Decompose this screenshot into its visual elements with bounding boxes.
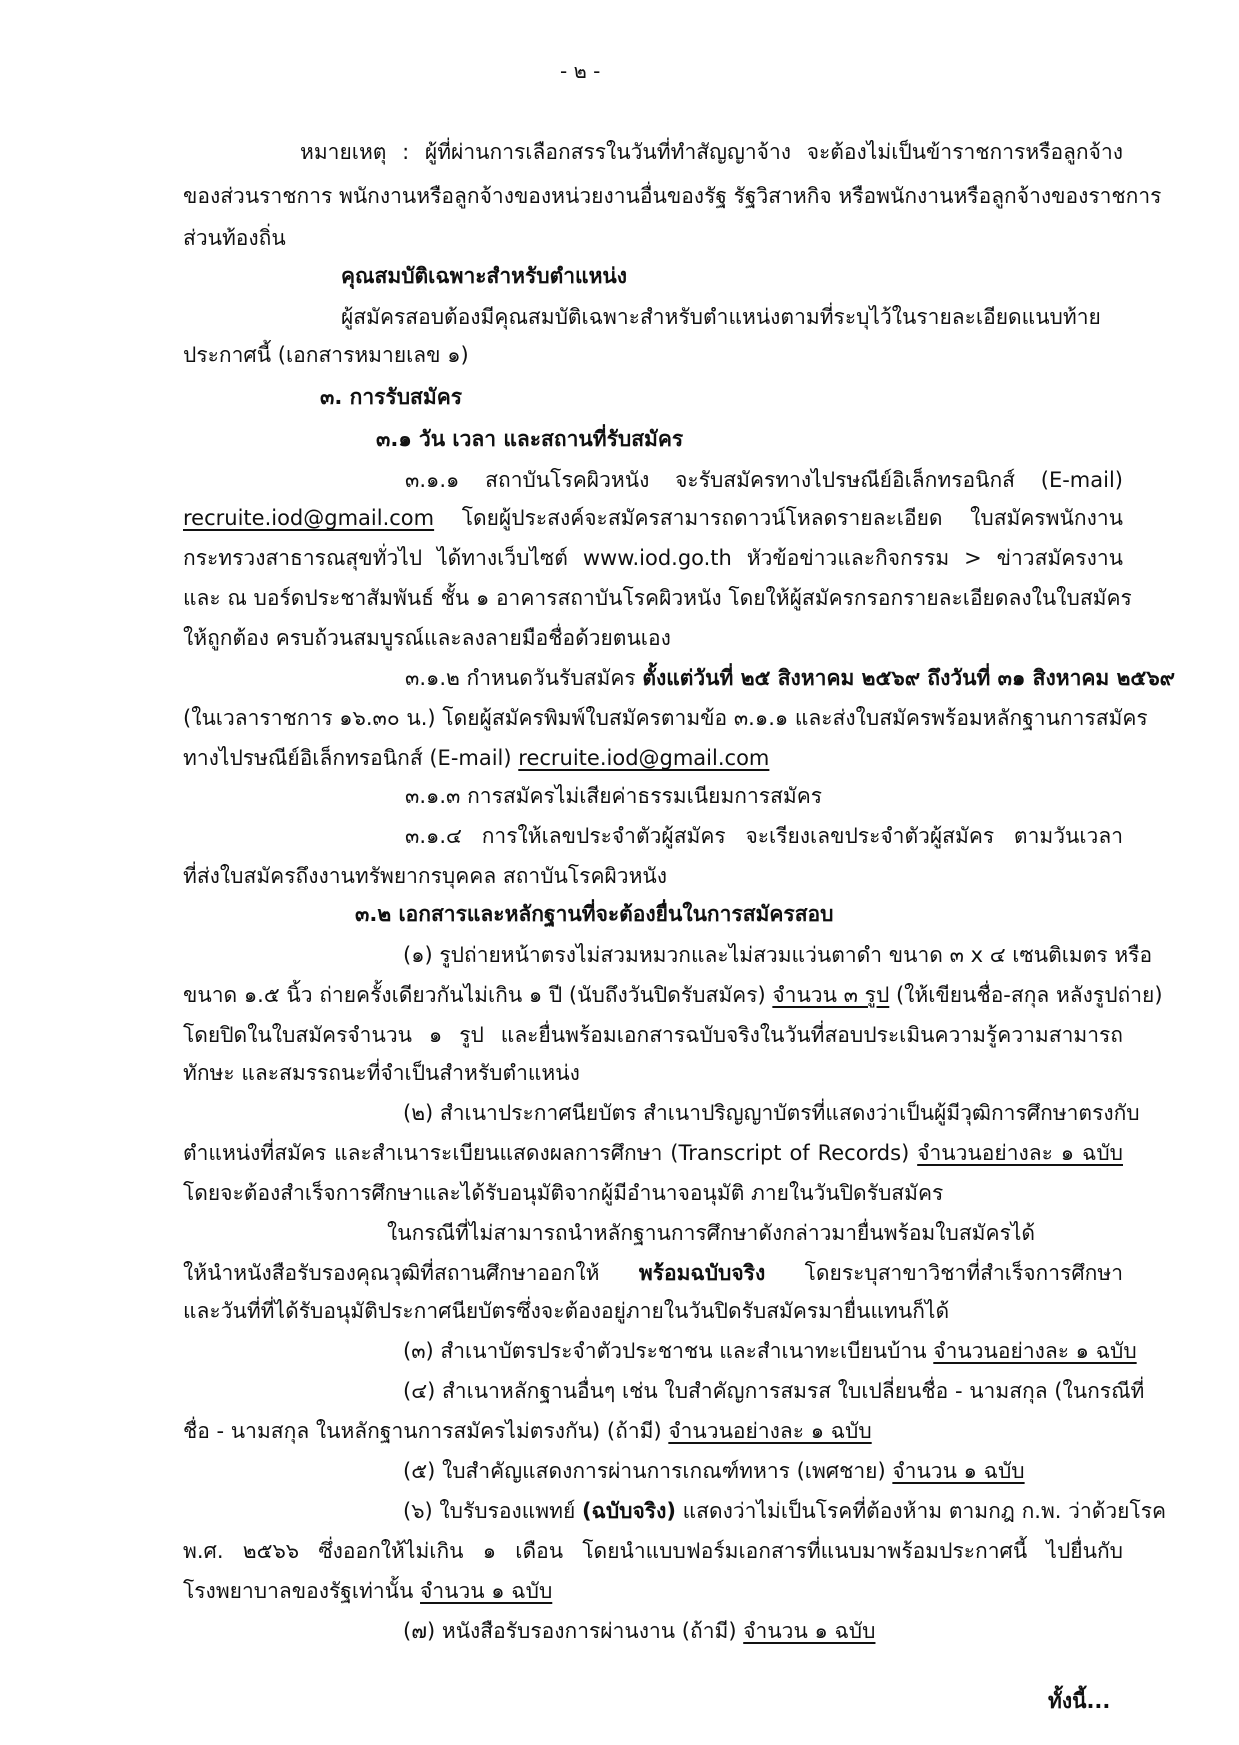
item1-line-2: [183, 980, 1163, 1010]
item5: [403, 1456, 1025, 1486]
section-3-heading: ๓. การรับสมัคร: [320, 385, 463, 409]
item7: [403, 1616, 875, 1646]
item1-line-3: โดยปิดในใบสมัครจำนวน ๑ รูป และยื่นพร้อมเอกสารฉบับจริงในวันที่สอบประเมินความรู้ความสามารถ: [183, 1023, 1123, 1047]
item6-line-3-a: โรงพยาบาลของรัฐเท่านั้น: [183, 1579, 421, 1603]
item2-line-4: ในกรณีที่ไม่สามารถนำหลักฐานการศึกษาดังกล่าวมายื่นพร้อมใบสมัครได้: [387, 1221, 1036, 1245]
s312-dates: ตั้งแต่วันที่ ๒๕ สิงหาคม ๒๕๖๙ ถึงวันที่ ๓๑ สิงหาคม ๒๕๖๙: [642, 666, 1176, 690]
item5-text: (๕) ใบสำคัญแสดงการผ่านการเกณฑ์ทหาร (เพศชาย): [403, 1459, 893, 1483]
item3-quantity: จำนวนอย่างละ ๑ ฉบับ: [933, 1339, 1137, 1363]
item6-line-2: พ.ศ. ๒๕๖๖ ซึ่งออกให้ไม่เกิน ๑ เดือน โดยนำแบบฟอร์มเอกสารที่แนบมาพร้อมประกาศนี้ ไปยื่นกับ: [183, 1539, 1123, 1563]
section-3-1-heading: ๓.๑ วัน เวลา และสถานที่รับสมัคร: [376, 427, 684, 451]
s311-line-1: ๓.๑.๑ สถาบันโรคผิวหนัง จะรับสมัครทางไปรษณีย์อิเล็กทรอนิกส์ (E-mail): [405, 468, 1123, 492]
section-3-2-heading: ๓.๒ เอกสารและหลักฐานที่จะต้องยื่นในการสมัครสอบ: [355, 902, 834, 926]
item6-line-1: [403, 1496, 1167, 1526]
page-number: - ๒ -: [560, 59, 601, 83]
qualifications-line-2: ประกาศนี้ (เอกสารหมายเลข ๑): [183, 343, 469, 367]
item2-line-5-a: ให้นำหนังสือรับรองคุณวุฒิที่สถานศึกษาออกให้: [183, 1261, 639, 1285]
item3: [403, 1336, 1137, 1366]
item2-quantity: จำนวนอย่างละ ๑ ฉบับ: [917, 1141, 1123, 1165]
note-line-1: หมายเหตุ : ผู้ที่ผ่านการเลือกสรรในวันที่ทำสัญญาจ้าง จะต้องไม่เป็นข้าราชการหรือลูกจ้าง: [300, 140, 1123, 164]
item1-quantity: จำนวน ๓ รูป: [772, 983, 890, 1007]
qualifications-heading: คุณสมบัติเฉพาะสำหรับตำแหน่ง: [341, 264, 628, 288]
item2-original-copy: พร้อมฉบับจริง: [638, 1261, 766, 1285]
item2-line-1: (๒) สำเนาประกาศนียบัตร สำเนาปริญญาบัตรที่แสดงว่าเป็นผู้มีวุฒิการศึกษาตรงกับ: [403, 1101, 1140, 1125]
s313: ๓.๑.๓ การสมัครไม่เสียค่าธรรมเนียมการสมัคร: [405, 784, 823, 808]
item6-line-3: [183, 1576, 552, 1606]
item2-line-2: [183, 1138, 1123, 1168]
item4-quantity: จำนวนอย่างละ ๑ ฉบับ: [668, 1419, 872, 1443]
item1-line-2-b: (ให้เขียนชื่อ-สกุล หลังรูปถ่าย): [889, 983, 1163, 1007]
item4-line-1: (๔) สำเนาหลักฐานอื่นๆ เช่น ใบสำคัญการสมรส ใบเปลี่ยนชื่อ - นามสกุล (ในกรณีที่: [403, 1379, 1145, 1403]
item4-line-2-a: ชื่อ - นามสกุล ในหลักฐานการสมัครไม่ตรงกัน) (ถ้ามี): [183, 1419, 669, 1443]
item6-line-1-c: แสดงว่าไม่เป็นโรคที่ต้องห้าม ตามกฎ ก.พ. ว่าด้วยโรค: [675, 1499, 1167, 1523]
item1-line-4: ทักษะ และสมรรถนะที่จำเป็นสำหรับตำแหน่ง: [183, 1061, 580, 1085]
s314-line-1: ๓.๑.๔ การให้เลขประจำตัวผู้สมัคร จะเรียงเลขประจำตัวผู้สมัคร ตามวันเวลา: [405, 824, 1123, 848]
s311-line-5: ให้ถูกต้อง ครบถ้วนสมบูรณ์และลงลายมือชื่อด้วยตนเอง: [183, 626, 671, 650]
item2-line-3: โดยจะต้องสำเร็จการศึกษาและได้รับอนุมัติจากผู้มีอำนาจอนุมัติ ภายในวันปิดรับสมัคร: [183, 1181, 944, 1205]
item3-text: (๓) สำเนาบัตรประจำตัวประชาชน และสำเนาทะเบียนบ้าน: [403, 1339, 934, 1363]
item2-line-5: [183, 1258, 1123, 1288]
item7-text: (๗) หนังสือรับรองการผ่านงาน (ถ้ามี): [403, 1619, 744, 1643]
item6-line-1-a: (๖) ใบรับรองแพทย์: [403, 1499, 582, 1523]
email-link[interactable]: recruite.iod@gmail.com: [183, 506, 435, 530]
continuation-text: ทั้งนี้...: [1048, 1689, 1111, 1713]
s314-line-2: ที่ส่งใบสมัครถึงงานทรัพยากรบุคคล สถาบันโรคผิวหนัง: [183, 864, 668, 888]
s311-line-4: และ ณ บอร์ดประชาสัมพันธ์ ชั้น ๑ อาคารสถาบันโรคผิวหนัง โดยให้ผู้สมัครกรอกรายละเอียดลงในใบสมัคร: [183, 586, 1132, 610]
s312-line-2: (ในเวลาราชการ ๑๖.๓๐ น.) โดยผู้สมัครพิมพ์ใบสมัครตามข้อ ๓.๑.๑ และส่งใบสมัครพร้อมหลักฐานการสมัคร: [183, 706, 1148, 730]
item7-quantity: จำนวน ๑ ฉบับ: [743, 1619, 876, 1643]
item5-quantity: จำนวน ๑ ฉบับ: [892, 1459, 1025, 1483]
s312-line-1-a: ๓.๑.๒ กำหนดวันรับสมัคร: [405, 666, 643, 690]
note-line-2: ของส่วนราชการ พนักงานหรือลูกจ้างของหน่วยงานอื่นของรัฐ รัฐวิสาหกิจ หรือพนักงานหรือลูกจ้างของราชการ: [183, 184, 1162, 208]
s311-line-2-rest: โดยผู้ประสงค์จะสมัครสามารถดาวน์โหลดรายละเอียด ใบสมัครพนักงาน: [434, 506, 1123, 530]
item2-line-2-a: ตำแหน่งที่สมัคร และสำเนาระเบียนแสดงผลการศึกษา (Transcript of Records): [183, 1141, 918, 1165]
item6-original: (ฉบับจริง): [581, 1499, 676, 1523]
note-line-3: ส่วนท้องถิ่น: [183, 226, 286, 250]
s312-line-1: [405, 663, 1176, 693]
s312-line-3-a: ทางไปรษณีย์อิเล็กทรอนิกส์ (E-mail): [183, 746, 519, 770]
s311-line-2: [183, 503, 1123, 533]
item6-quantity: จำนวน ๑ ฉบับ: [420, 1579, 553, 1603]
item1-line-2-a: ขนาด ๑.๕ นิ้ว ถ่ายครั้งเดียวกันไม่เกิน ๑ ปี (นับถึงวันปิดรับสมัคร): [183, 983, 773, 1007]
s312-line-3: [183, 743, 769, 773]
s311-line-3: กระทรวงสาธารณสุขทั่วไป ได้ทางเว็บไซต์ www.iod.go.th หัวข้อข่าวและกิจกรรม > ข่าวสมัครงาน: [183, 546, 1123, 570]
item1-line-1: (๑) รูปถ่ายหน้าตรงไม่สวมหมวกและไม่สวมแว่นตาดำ ขนาด ๓ x ๔ เซนติเมตร หรือ: [403, 943, 1153, 967]
item2-line-5-c: โดยระบุสาขาวิชาที่สำเร็จการศึกษา: [765, 1261, 1124, 1285]
item4-line-2: [183, 1416, 872, 1446]
qualifications-line-1: ผู้สมัครสอบต้องมีคุณสมบัติเฉพาะสำหรับตำแหน่งตามที่ระบุไว้ในรายละเอียดแนบท้าย: [341, 305, 1101, 329]
item2-line-6: และวันที่ที่ได้รับอนุมัติประกาศนียบัตรซึ่งจะต้องอยู่ภายในวันปิดรับสมัครมายื่นแทนก็ได้: [183, 1299, 950, 1323]
email-link-2[interactable]: recruite.iod@gmail.com: [518, 746, 770, 770]
